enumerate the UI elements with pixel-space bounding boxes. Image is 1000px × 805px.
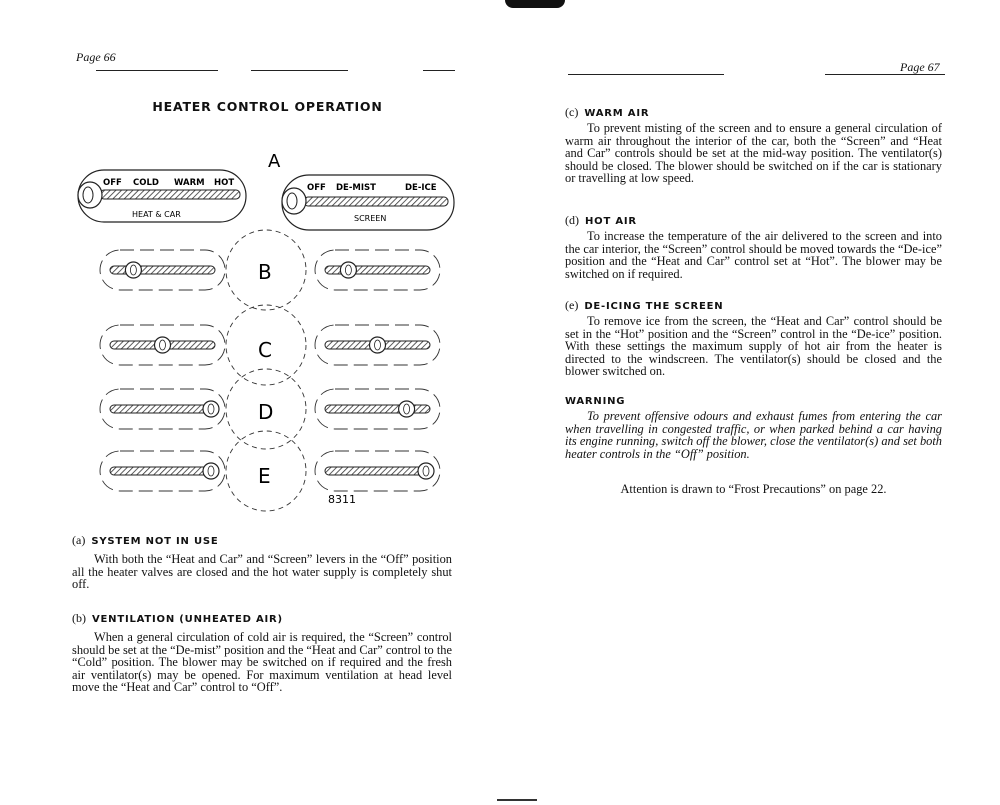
section-heading: (a) SYSTEM NOT IN USE [72,533,219,547]
position-off: OFF [307,183,326,193]
header-rule [96,70,218,71]
section-ventilation [72,611,452,694]
scan-artifact-top [505,0,565,8]
position-de-mist: DE-MIST [336,183,376,193]
slider-knob [418,463,434,479]
setting-sliders [100,250,440,491]
section-heading: (e) DE-ICING THE SCREEN [565,298,724,312]
setting-label-c: C [258,338,272,362]
screen-label: SCREEN [354,214,387,223]
position-hot: HOT [214,178,235,188]
heat-and-car-panel [78,170,246,222]
header-rule [251,70,348,71]
slider-heat-and-car-d [100,389,225,429]
position-off: OFF [103,178,122,188]
slider-knob [340,262,356,278]
slider-knob [155,337,171,353]
setting-label-d: D [258,400,274,424]
slider-knob [399,401,415,417]
section-system-not-in-use [72,533,452,591]
section-hot-air [565,213,942,280]
slider-screen-e [315,451,440,491]
header-rule [423,70,455,71]
scan-artifact-bottom [497,799,537,801]
slider-heat-and-car-e [100,451,225,491]
slider-screen-b [315,250,440,290]
screen-panel [282,175,454,230]
slider-screen-d [315,389,440,429]
setting-label-a: A [268,151,281,172]
position-de-ice: DE-ICE [405,183,437,193]
setting-label-b: B [258,260,272,284]
figure-number: 8311 [328,493,356,506]
section-heading: (b) VENTILATION (UNHEATED AIR) [72,611,283,625]
slider-heat-and-car-b [100,250,225,290]
section-text: With both the “Heat and Car” and “Screen” levers in the “Off” position all the heater valves are closed and the hot water supply is completely shut off. [72,552,452,592]
section-warning [565,396,942,460]
page-number-right: Page 67 [900,60,940,74]
section-text: To remove ice from the screen, the “Heat and Car” control should be set in the “Hot” position and the “Screen” control in the “De-ice” position. With these settings the maximum supply of hot air from the heater is directed to the windscreen. The ventilator(s) should be closed and the blower switched on. [565,314,942,379]
section-text: To increase the temperature of the air delivered to the screen and into the car interior, the “Screen” control should be moved towards the “De-ice” position and the “Heat and Car” control set at “Hot”. The blower may be switched on if required. [565,229,942,281]
slider-knob [125,262,141,278]
warning-heading: WARNING [565,396,626,407]
setting-label-e: E [258,464,271,488]
section-heading: (c) WARM AIR [565,105,650,119]
page-title: HEATER CONTROL OPERATION [152,99,383,114]
section-text: To prevent misting of the screen and to ensure a general circulation of warm air throughout the interior of the car, both the “Screen” and “Heat and Car” controls should be set at the mid-way position. The ventilator(s) should be closed. The blower should be switched on if the car is stationary or travelling at low speed. [565,121,942,186]
frost-precautions-note: Attention is drawn to “Frost Precautions” on page 22. [620,482,887,496]
slider-screen-c [315,325,440,365]
page-number-left: Page 66 [76,50,116,64]
slider-knob [370,337,386,353]
section-text: When a general circulation of cold air is required, the “Screen” control should be set at the “De-mist” position and the “Heat and Car” control to the “Cold” position. The blower may be switched on if required and the fresh air ventilator(s) may be opened. For maximum ventilation at head level move the “Heat and Car” control to “Off”. [72,630,452,695]
heat-and-car-label: HEAT & CAR [132,210,181,219]
section-heading: (d) HOT AIR [565,213,637,227]
slider-heat-and-car-c [100,325,225,365]
slider-knob [203,401,219,417]
heater-controls-diagram [70,145,470,515]
position-cold: COLD [133,178,159,188]
slider-knob [203,463,219,479]
warning-text: To prevent offensive odours and exhaust fumes from entering the car when travelling in congested traffic, or when parked behind a car having its engine running, switch off the blower, close the ventilator(s) and set both heater controls in the “Off” position. [565,409,942,461]
section-de-icing [565,298,942,378]
section-warm-air [565,105,942,185]
header-rule [568,74,724,75]
position-warm: WARM [174,178,205,188]
